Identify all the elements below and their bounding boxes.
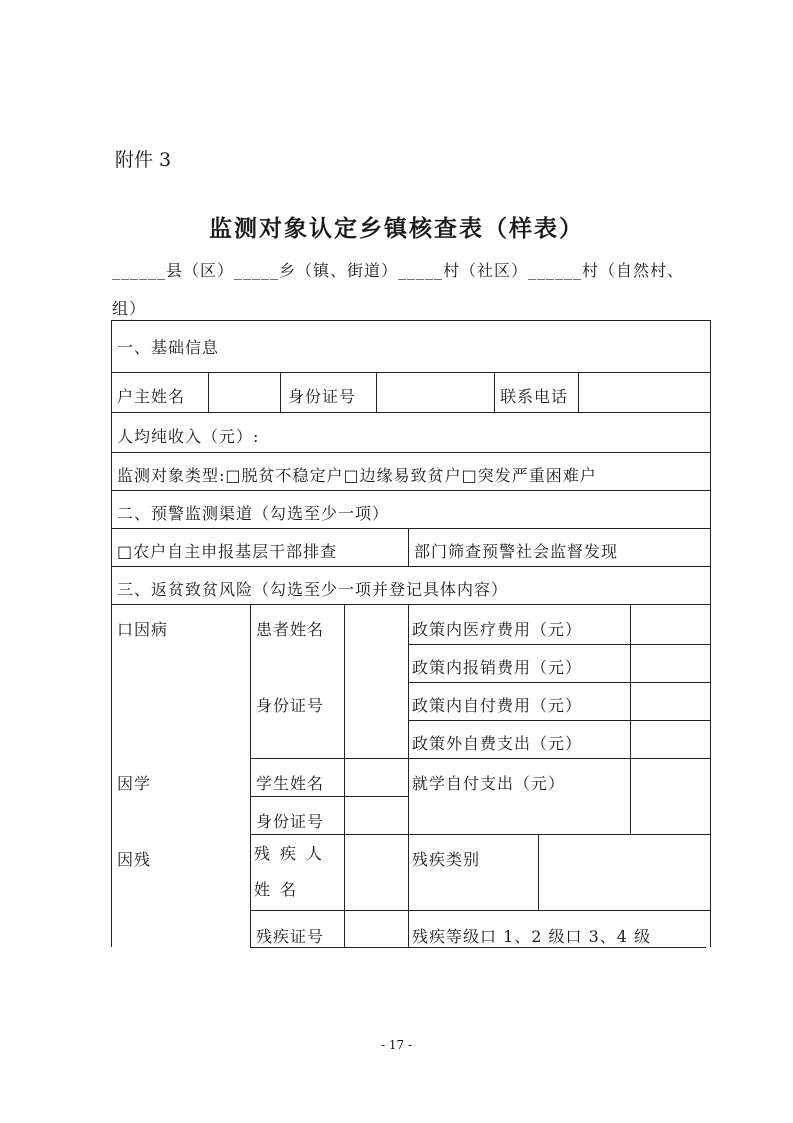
table-border-left xyxy=(111,320,112,947)
col-rule xyxy=(538,834,539,910)
row-rule xyxy=(111,528,711,529)
disability-level-label[interactable]: 残疾等级口 1、2 级口 3、4 级 xyxy=(412,927,652,946)
col-rule xyxy=(250,604,251,947)
row-rule xyxy=(250,758,711,759)
row-rule xyxy=(408,682,711,683)
study-label: 因学 xyxy=(117,774,152,793)
study-cost-label: 就学自付支出（元） xyxy=(412,774,566,793)
household-head-label: 户主姓名 xyxy=(117,387,186,406)
row-rule xyxy=(408,644,711,645)
phone-label: 联系电话 xyxy=(500,387,569,406)
row-rule xyxy=(111,490,711,491)
attachment-label: 附件 3 xyxy=(115,149,172,171)
col-rule xyxy=(376,372,377,412)
student-id-label: 身份证号 xyxy=(256,812,325,831)
student-name-label: 学生姓名 xyxy=(256,774,325,793)
row-rule xyxy=(408,720,711,721)
table-border-top xyxy=(111,320,711,321)
out-of-policy-cost-label: 政策外自费支出（元） xyxy=(412,734,583,753)
row-rule xyxy=(111,452,711,453)
disabled-person-name-label: 残疾人姓名 xyxy=(254,844,333,899)
row-rule xyxy=(111,412,711,413)
disability-cert-label: 残疾证号 xyxy=(256,927,325,946)
col-rule xyxy=(408,528,409,566)
row-rule xyxy=(111,372,711,373)
section-risk-heading: 三、返贫致贫风险（勾选至少一项并登记具体内容） xyxy=(117,580,509,599)
section-basic-info-heading: 一、基础信息 xyxy=(117,338,220,357)
col-rule xyxy=(630,604,631,834)
row-rule xyxy=(111,604,711,605)
table-border-right xyxy=(710,320,711,947)
channel-dept-screening[interactable]: 部门筛查预警社会监督发现 xyxy=(414,542,619,561)
self-paid-cost-label: 政策内自付费用（元） xyxy=(412,696,583,715)
reimbursed-cost-label: 政策内报销费用（元） xyxy=(412,658,583,677)
col-rule xyxy=(578,372,579,412)
page-title: 监测对象认定乡镇核查表（样表） xyxy=(209,215,584,242)
col-rule xyxy=(280,372,281,412)
section-channel-heading: 二、预警监测渠道（勾选至少一项） xyxy=(117,504,390,523)
page-number: - 17 - xyxy=(380,1038,412,1052)
monitor-type-line[interactable]: 监测对象类型:□脱贫不稳定户□边缘易致贫户□突发严重困难户 xyxy=(117,466,597,485)
patient-name-label: 患者姓名 xyxy=(256,620,325,639)
channel-self-report[interactable]: □农户自主申报基层干部排查 xyxy=(117,542,338,561)
col-rule xyxy=(208,372,209,412)
row-rule xyxy=(111,566,711,567)
row-rule xyxy=(250,834,711,835)
row-rule xyxy=(250,947,706,948)
id-number-label: 身份证号 xyxy=(288,387,357,406)
disability-category-label: 残疾类别 xyxy=(412,850,481,869)
medical-cost-label: 政策内医疗费用（元） xyxy=(412,620,583,639)
col-rule xyxy=(494,372,495,412)
row-rule xyxy=(250,910,711,911)
address-line-1: ______县（区）_____乡（镇、街道）_____村（社区）______村（自然村、 xyxy=(112,261,685,280)
illness-checkbox-label[interactable]: 口因病 xyxy=(117,620,169,639)
income-label: 人均纯收入（元）: xyxy=(117,427,260,446)
row-rule xyxy=(250,796,408,797)
patient-id-label: 身份证号 xyxy=(256,696,325,715)
col-rule xyxy=(408,604,409,947)
address-line-2: 组） xyxy=(112,299,147,318)
disability-label: 因残 xyxy=(117,850,152,869)
